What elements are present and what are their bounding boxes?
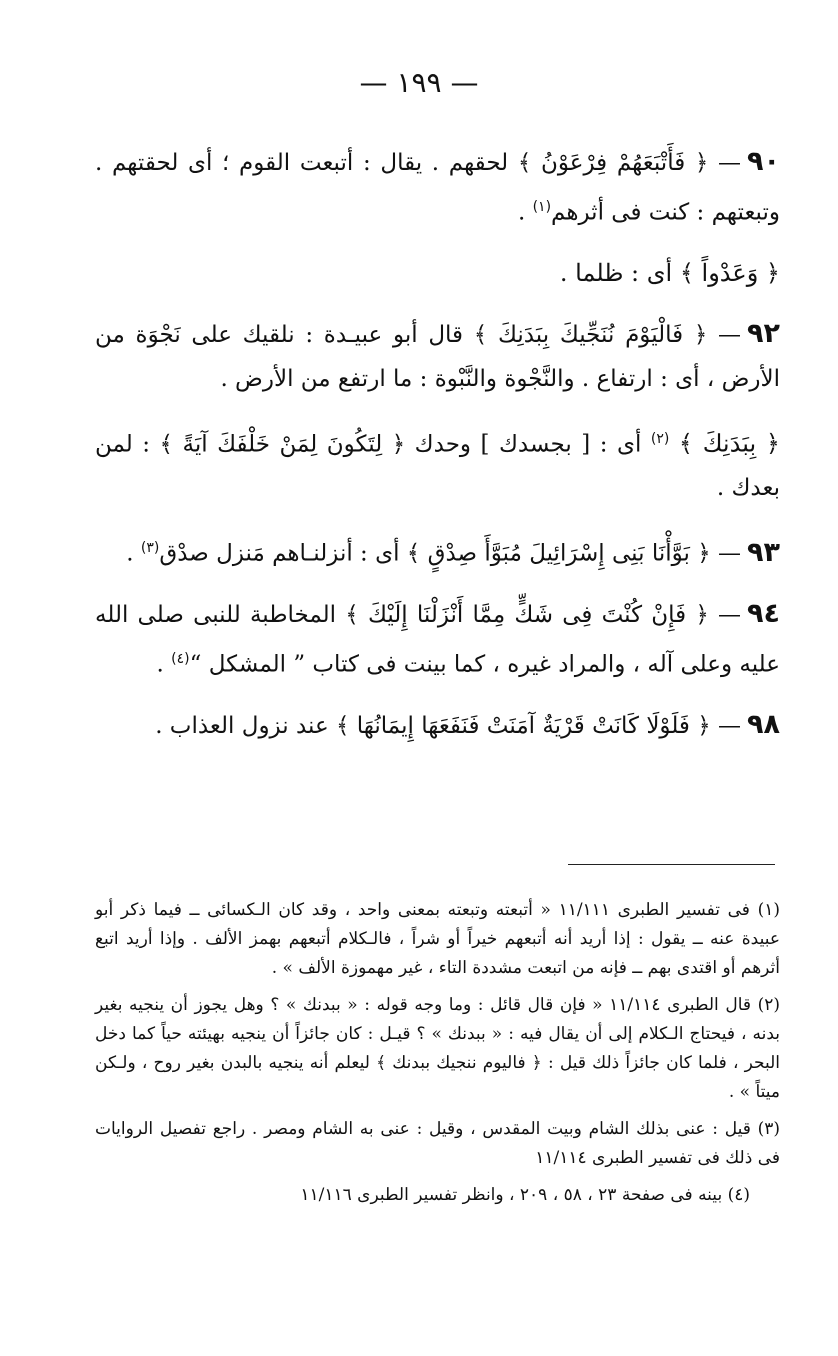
footnote-ref-3[interactable]: (٣) xyxy=(140,540,160,557)
paragraph-verse-94: ٩٤— ﴿ فَإِنْ كُنْتَ فِى شَكٍّ مِمَّا أَنْزَلْنَا إِلَيْكَ ﴾ المخاطبة للنبى صلى الله عليه وعلى آله ، والمراد غيره ، كما بينت فى كتاب ” المشكل “$^{(٤)}$ . xyxy=(95,597,780,678)
main-text xyxy=(95,140,780,764)
page-number: — ١٩٩ — xyxy=(359,66,479,99)
footnote-ref-2[interactable]: (٢) xyxy=(650,430,670,447)
paragraph-verse-93: ٩٣— ﴿ بَوَّأْنَا بَنِى إِسْرَائِيلَ مُبَوَّأَ صِدْقٍ ﴾ أى : أنزلنـاهم مَنزل صدْق$^{(٣)}$ . xyxy=(126,536,780,568)
paragraph-wa-adwan: ﴿ وَعَدْواً ﴾ أى : ظلما . xyxy=(559,258,780,287)
footnote-ref-4[interactable]: (٤) xyxy=(171,650,190,667)
footnote-divider xyxy=(568,864,775,865)
footnote-4: (٤) بينه فى صفحة ٢٣ ، ٥٨ ، ٢٠٩ ، وانظر تفسير الطبرى ١١/١١٦ xyxy=(300,1185,750,1205)
paragraph-bi-badanik: ﴿ بِبَدَنِكَ ﴾ $^{(٢)}$ أى : [ بجسدك ] وحدك ﴿ لِتَكُونَ لِمَنْ خَلْفَكَ آيَةً ﴾ : لمن بعدك . xyxy=(95,429,780,502)
paragraph-verse-98: ٩٨— ﴿ فَلَوْلَا كَانَتْ قَرْيَةٌ آمَنَتْ فَنَفَعَهَا إِيمَانُهَا ﴾ عند نزول العذاب . xyxy=(155,708,780,740)
footnote-ref-1[interactable]: (١) xyxy=(532,199,552,215)
paragraph-verse-90: ٩٠— ﴿ فَأَتْبَعَهُمْ فِرْعَوْنُ ﴾ لحقهم . يقال : أتبعت القوم ؛ أى لحقتهم . وتبعتهم : كنت فى أثرهم$^{(١)}$ . xyxy=(95,146,780,226)
paragraph-verse-92: ٩٢— ﴿ فَالْيَوْمَ نُنَجِّيكَ بِبَدَنِكَ ﴾ قال أبو عبيـدة : نلقيك على نَجْوَة من الأرض ، أى : ارتفاع . والنَّجْوة والنَّبْوة : ما ارتفع من الأرض . xyxy=(95,317,780,392)
footnote-2: (٢) قال الطبرى ١١/١١٤ « فإن قال قائل : وما وجه قوله : « ببدنك » ؟ وهل يجوز أن ينجيه بغير بدنه ، فيحتاج الـكلام إلى أن يقال فيه : « ببدنك » ؟ قيـل : كان جائزاً أن ينجيه بهيئته حياً كما دخل البحر ، فلما كان جائزاً ذلك قيل : ﴿ فاليوم ننجيك ببدنك ﴾ ليعلم أنه ينجيه بالبدن بغير روح ، ولـكن ميتاً » . xyxy=(95,995,780,1102)
footnote-3: (٣) قيل : عنى بذلك الشام وبيت المقدس ، وقيل : عنى به الشام ومصر . راجع تفصيل الروايات فى ذلك فى تفسير الطبرى ١١/١١٤ xyxy=(95,1119,780,1168)
footnotes xyxy=(95,896,780,1218)
footnote-1: (١) فى تفسير الطبرى ١١/١١١ « أتبعته وتبعته بمعنى واحد ، وقد كان الـكسائى ــ فيما ذكر أبو عبيدة عنه ــ يقول : إذا أريد أنه أتبعهم خيراً أو شراً ، فالـكلام أتبعهم بهمز الألف . وإذا أريد اتبع أثرهم أو اقتدى بهم ــ فإنه من اتبعت مشددة التاء ، غير مهموزة الألف » . xyxy=(95,900,780,978)
